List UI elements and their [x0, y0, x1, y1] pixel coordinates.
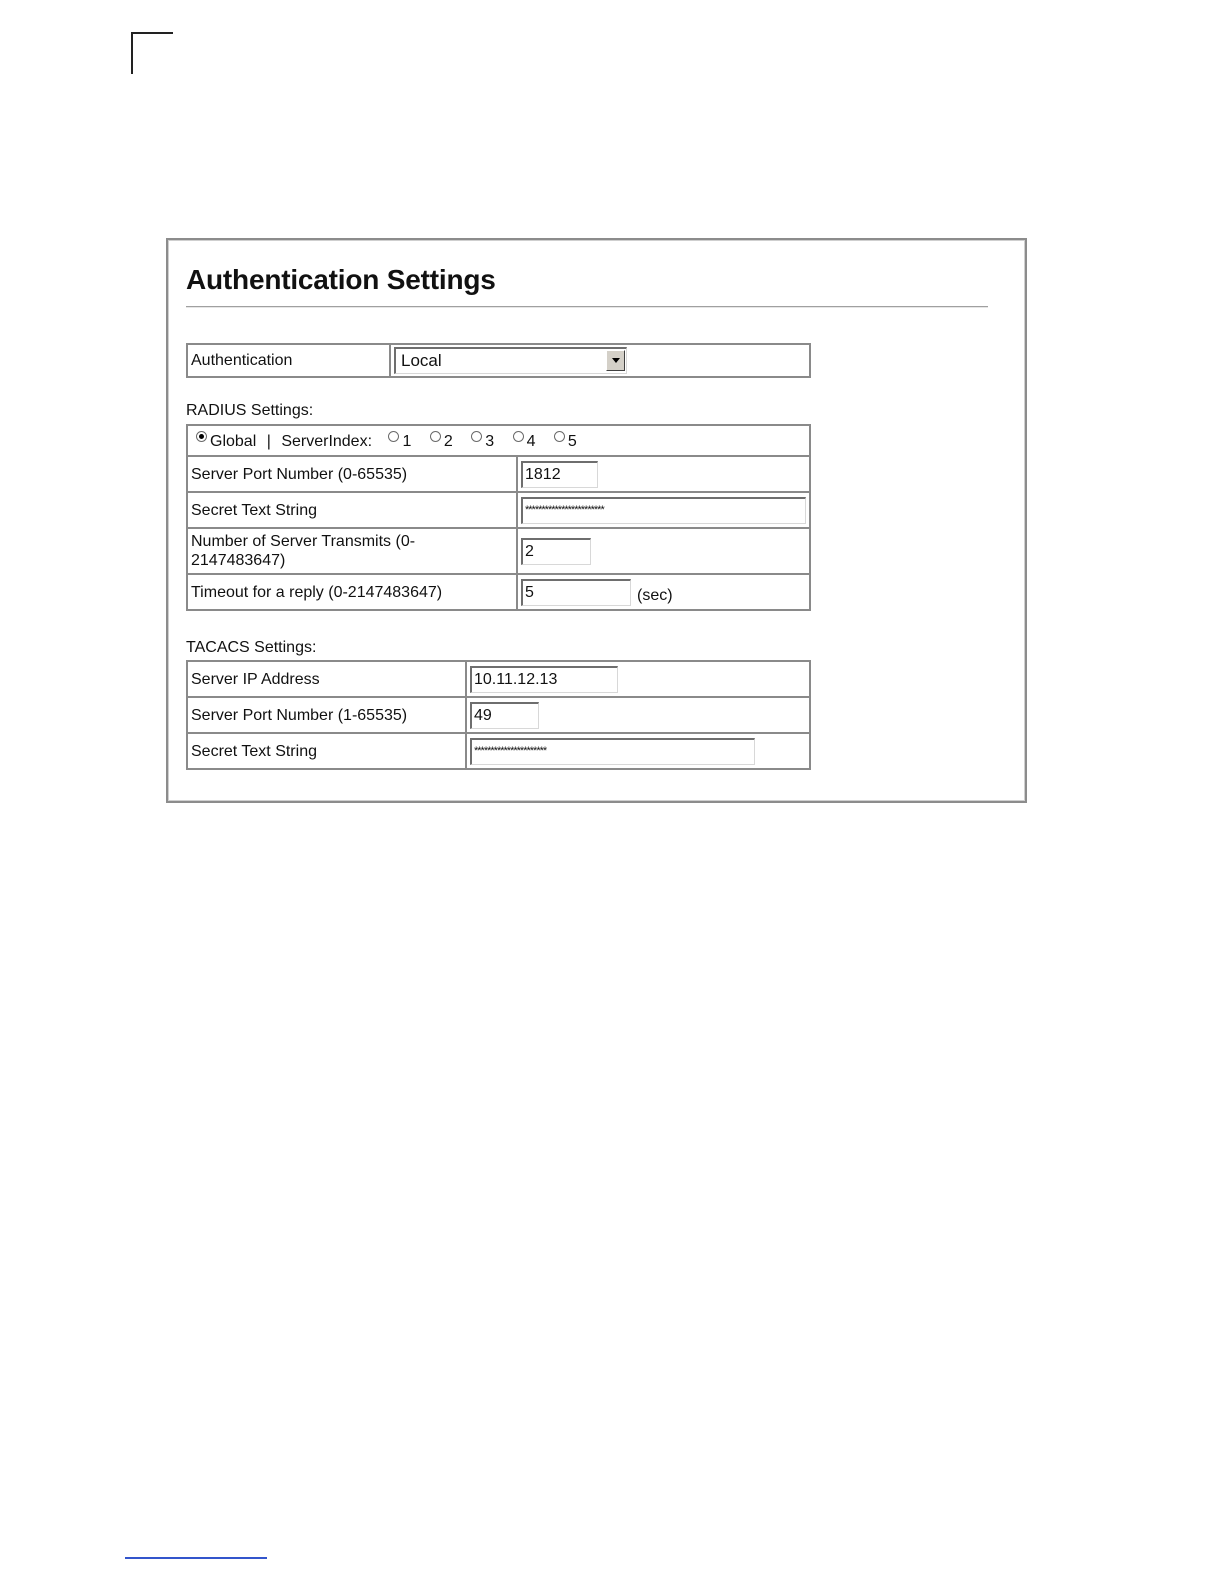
authentication-row	[187, 344, 810, 377]
radius-transmits-label-line2: 2147483647)	[191, 552, 286, 569]
radius-port-input[interactable]: 1812	[521, 461, 598, 488]
radio-server-index-2[interactable]	[430, 431, 453, 451]
radius-transmits-label-line1: Number of Server Transmits (0-	[191, 533, 416, 550]
radio-server-index-5-label: 5	[567, 432, 577, 450]
radius-secret-label: Secret Text String	[187, 492, 517, 528]
radius-transmits-cell	[517, 528, 810, 574]
authentication-table	[186, 343, 811, 378]
radius-scope-cell	[187, 425, 810, 456]
radius-transmits-input[interactable]: 2	[521, 538, 591, 565]
radius-port-cell	[517, 456, 810, 492]
tacacs-settings-label: TACACS Settings:	[186, 639, 317, 656]
radio-server-index-4-label: 4	[526, 432, 536, 450]
radius-scope-row	[187, 425, 810, 456]
radio-server-index-3[interactable]	[471, 431, 494, 451]
radius-timeout-label: Timeout for a reply (0-2147483647)	[187, 574, 517, 610]
title-divider	[186, 306, 988, 308]
tacacs-port-input[interactable]: 49	[470, 702, 539, 729]
tacacs-port-label: Server Port Number (1-65535)	[187, 697, 466, 733]
radio-global[interactable]	[196, 431, 256, 451]
radius-port-row	[187, 456, 810, 492]
radio-server-index-3-label: 3	[485, 432, 495, 450]
tacacs-ip-label: Server IP Address	[187, 661, 466, 697]
authentication-select[interactable]	[394, 347, 627, 374]
authentication-label: Authentication	[187, 344, 390, 377]
chevron-down-icon[interactable]	[606, 350, 625, 371]
radio-server-index-1[interactable]	[388, 431, 411, 451]
radius-timeout-unit: (sec)	[637, 587, 673, 605]
radius-secret-input[interactable]: ************************	[521, 497, 806, 524]
tacacs-port-cell	[466, 697, 810, 733]
radio-server-index-5-icon[interactable]	[554, 431, 565, 442]
radio-server-index-1-label: 1	[402, 432, 412, 450]
radio-server-index-2-icon[interactable]	[430, 431, 441, 442]
radio-server-index-2-label: 2	[443, 432, 453, 450]
radius-transmits-row	[187, 528, 810, 574]
tacacs-secret-cell	[466, 733, 810, 769]
radius-timeout-cell	[517, 574, 810, 610]
authentication-cell	[390, 344, 810, 377]
radio-server-index-5[interactable]	[554, 431, 577, 451]
server-index-label: ServerIndex:	[281, 432, 373, 450]
tacacs-settings-table	[186, 660, 811, 770]
radius-settings-table	[186, 424, 811, 611]
page-title: Authentication Settings	[186, 264, 496, 295]
radius-timeout-input[interactable]: 5	[521, 579, 631, 606]
tacacs-secret-input[interactable]: **********************	[470, 738, 755, 765]
radio-server-index-1-icon[interactable]	[388, 431, 399, 442]
authentication-selected-value: Local	[401, 351, 442, 370]
radius-port-label: Server Port Number (0-65535)	[187, 456, 517, 492]
footer-rule	[125, 1557, 267, 1559]
authentication-settings-panel	[166, 238, 1027, 803]
radio-global-icon[interactable]	[196, 431, 207, 442]
radius-settings-label: RADIUS Settings:	[186, 402, 314, 419]
page-corner-mark	[131, 32, 173, 74]
radio-server-index-3-icon[interactable]	[471, 431, 482, 442]
tacacs-ip-cell	[466, 661, 810, 697]
radius-secret-row	[187, 492, 810, 528]
tacacs-secret-label: Secret Text String	[187, 733, 466, 769]
radio-global-label: Global	[210, 432, 257, 450]
scope-separator: |	[266, 432, 271, 450]
radius-secret-cell	[517, 492, 810, 528]
tacacs-port-row	[187, 697, 810, 733]
radio-server-index-4[interactable]	[513, 431, 536, 451]
radius-transmits-label	[187, 528, 517, 574]
radio-server-index-4-icon[interactable]	[513, 431, 524, 442]
radius-timeout-row	[187, 574, 810, 610]
tacacs-ip-input[interactable]: 10.11.12.13	[470, 666, 618, 693]
tacacs-secret-row	[187, 733, 810, 769]
tacacs-ip-row	[187, 661, 810, 697]
